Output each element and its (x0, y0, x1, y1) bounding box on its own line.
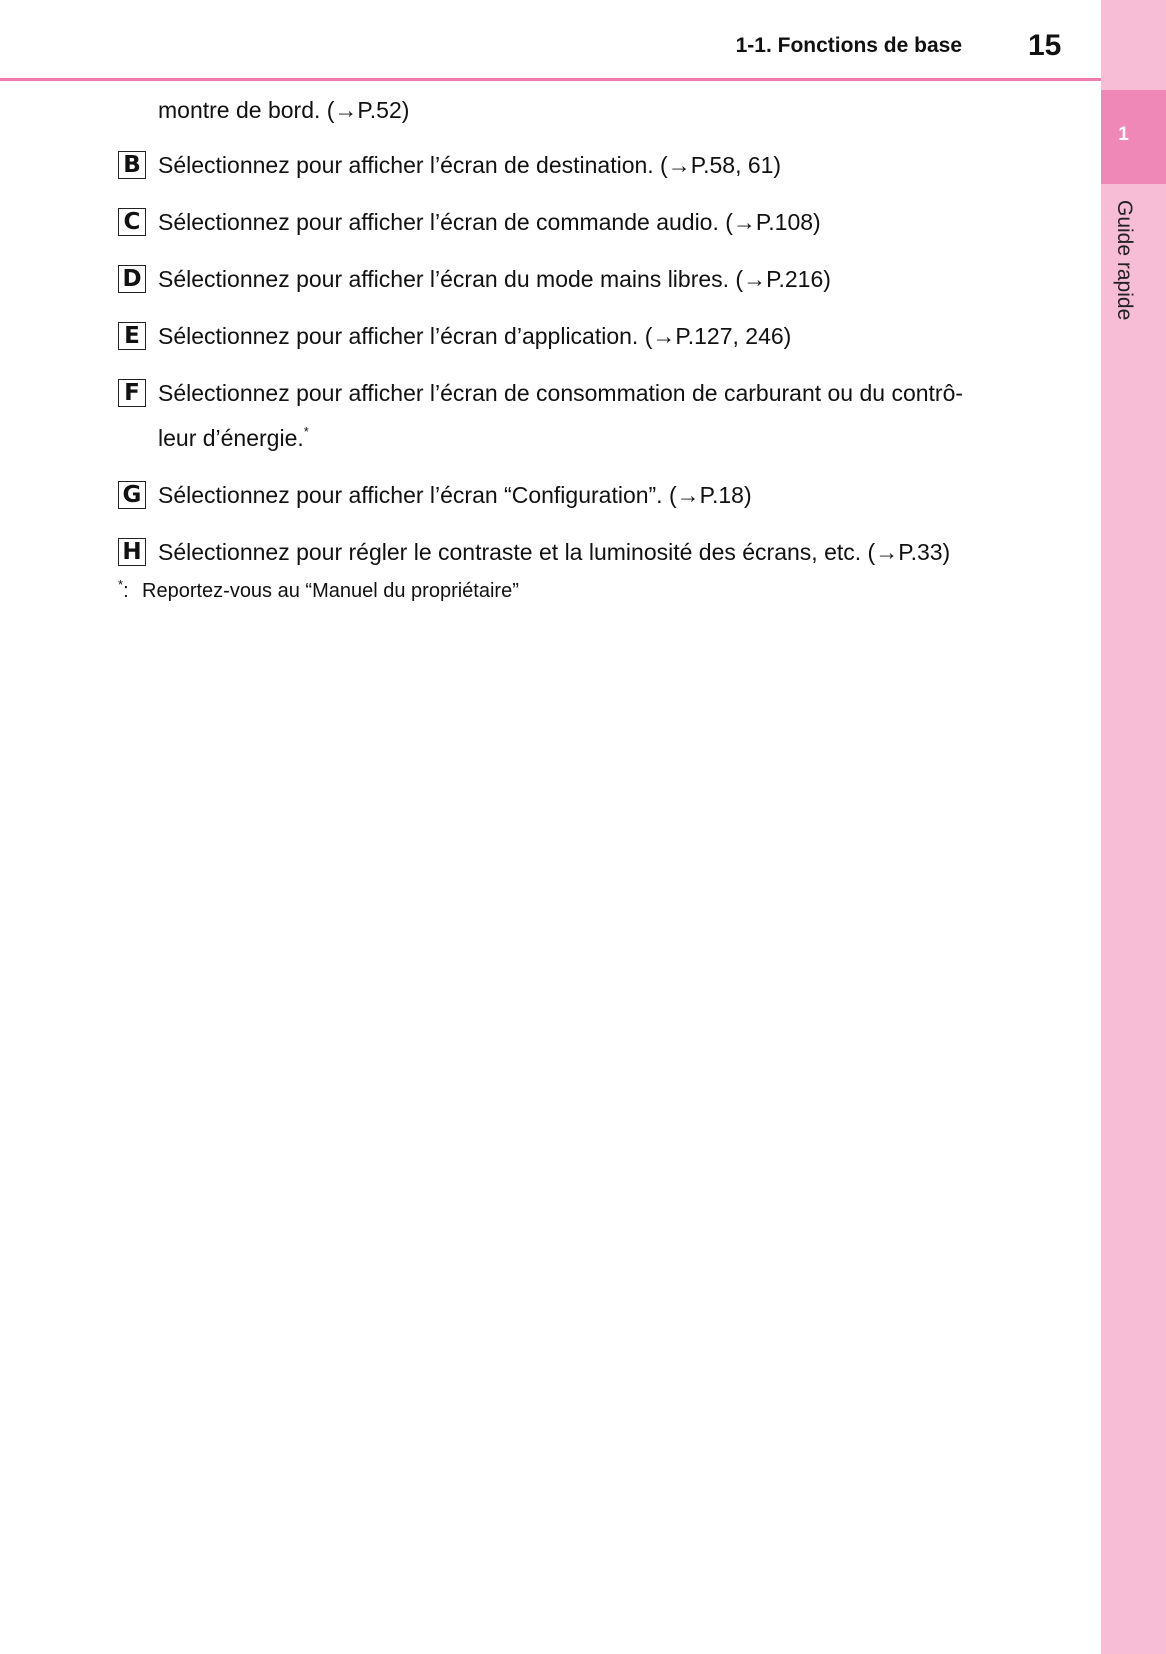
item-text-cont: leur d’énergie. (158, 425, 304, 451)
list-item-f (118, 379, 1038, 452)
item-text: Sélectionnez pour afficher l’écran de commande audio. (→P.108) (158, 209, 821, 235)
item-text-continued (158, 424, 1038, 452)
item-text: Sélectionnez pour afficher l’écran de consommation de carburant ou du contrô- (158, 380, 964, 406)
page-number: 15 (1028, 29, 1062, 62)
list-item-c (118, 208, 1038, 236)
item-text: Sélectionnez pour afficher l’écran d’application. (→P.127, 246) (158, 323, 792, 349)
continued-text: montre de bord. (→P.52) (158, 97, 410, 123)
footnote-text: Reportez-vous au “Manuel du propriétaire” (142, 580, 519, 602)
item-text: Sélectionnez pour régler le contraste et la luminosité des écrans, etc. (→P.33) (158, 539, 951, 565)
item-letter-badge: F (118, 379, 146, 407)
list-item-e (118, 322, 1038, 350)
list-item-h (118, 538, 1038, 566)
item-letter-badge: E (118, 322, 146, 350)
footnote-mark (118, 578, 129, 604)
chapter-label: Guide rapide (1113, 200, 1136, 321)
chapter-number: 1 (1118, 124, 1129, 145)
footnote-asterisk: * (118, 577, 124, 592)
list-item-d (118, 265, 1038, 293)
item-text: Sélectionnez pour afficher l’écran “Configuration”. (→P.18) (158, 482, 752, 508)
section-title: 1-1. Fonctions de base (735, 34, 962, 57)
page-content (118, 96, 1038, 604)
item-letter-badge: D (118, 265, 146, 293)
item-letter-badge: C (118, 208, 146, 236)
item-text: Sélectionnez pour afficher l’écran du mode mains libres. (→P.216) (158, 266, 831, 292)
item-letter-badge: B (118, 151, 146, 179)
item-letter-badge: H (118, 538, 146, 566)
item-text: Sélectionnez pour afficher l’écran de destination. (→P.58, 61) (158, 152, 782, 178)
list-item-b (118, 151, 1038, 179)
footnote (118, 578, 1038, 604)
list-item-g (118, 481, 1038, 509)
item-letter-badge: G (118, 481, 146, 509)
header-divider (0, 78, 1101, 81)
footnote-ref: * (303, 424, 309, 439)
footnote-separator: : (123, 580, 129, 602)
